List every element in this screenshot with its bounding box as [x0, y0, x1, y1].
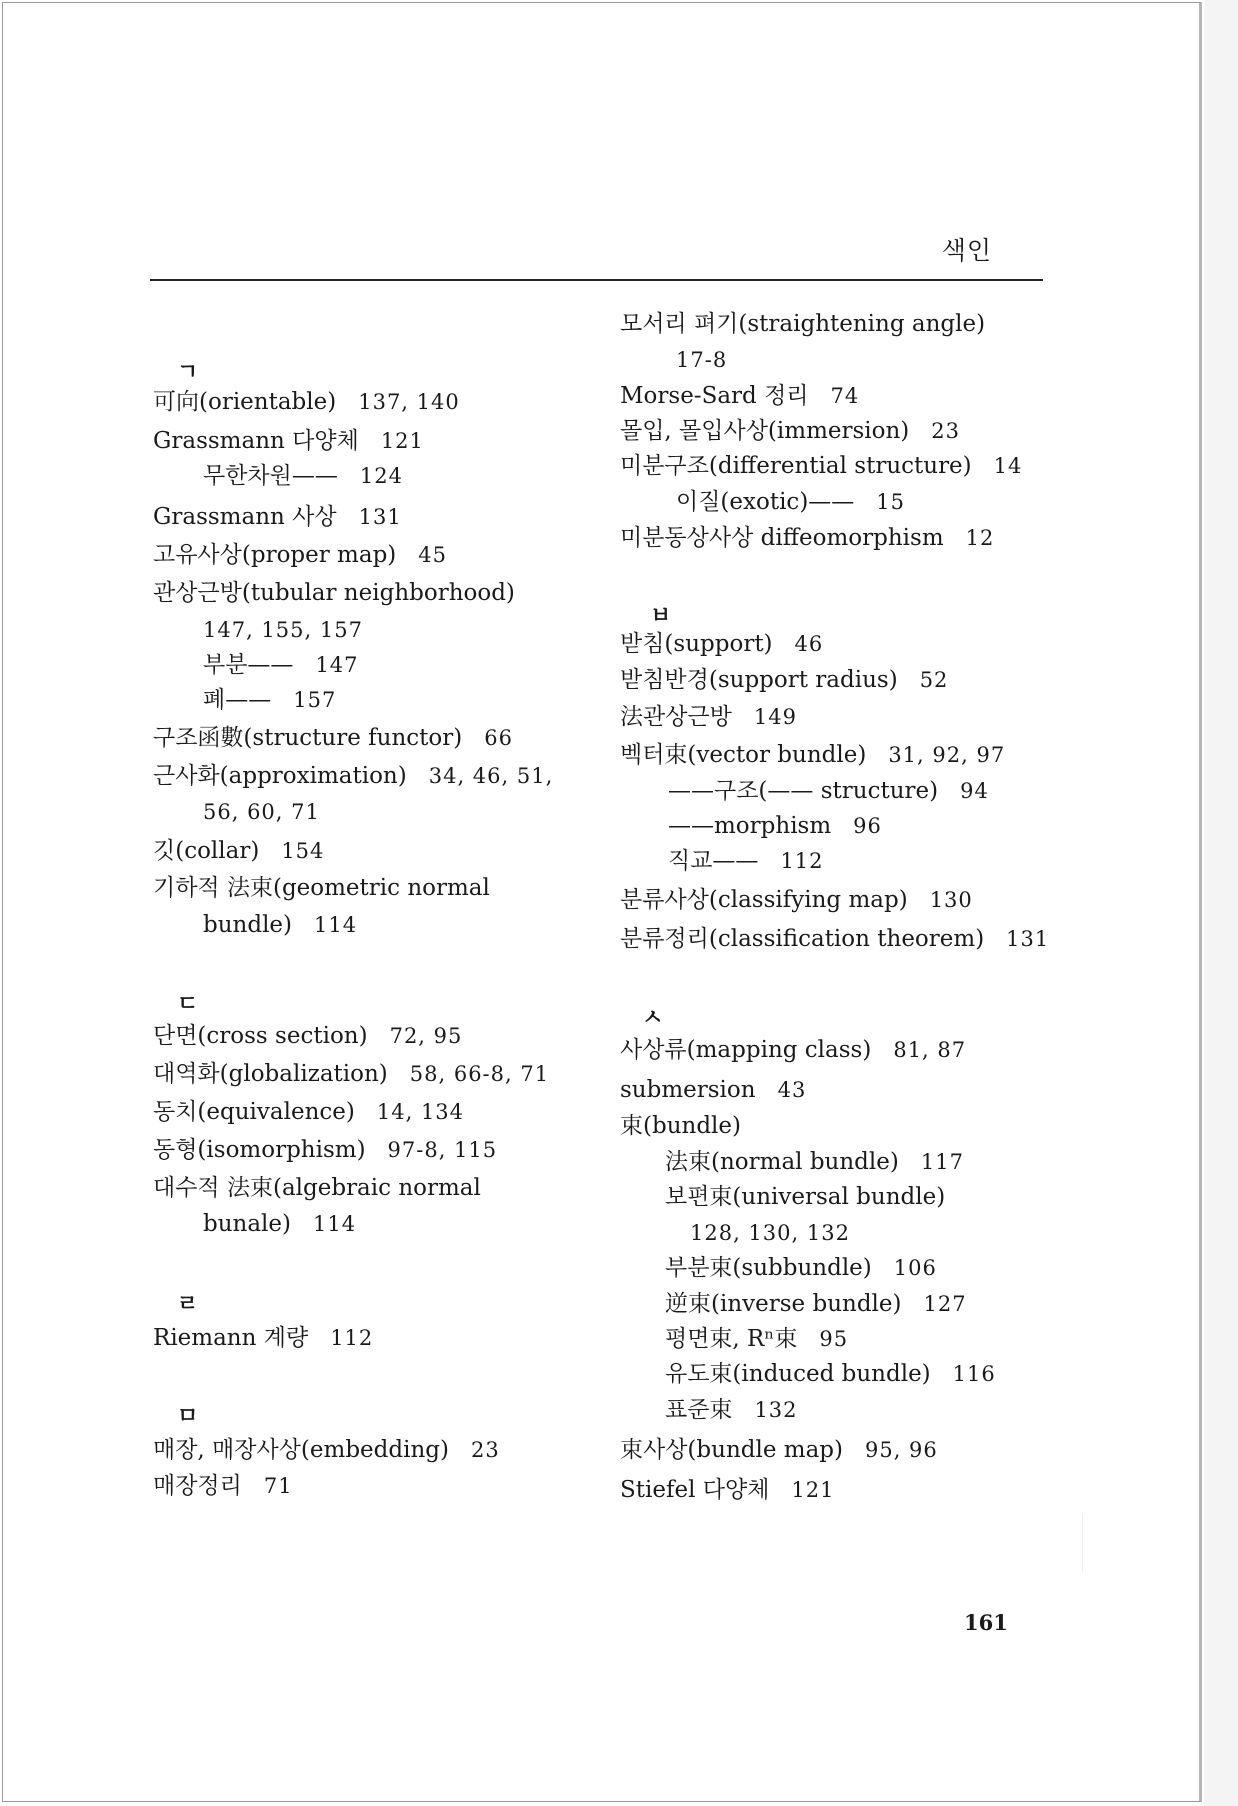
index-subentry: 부분束(subbundle) 106 — [665, 1255, 937, 1281]
index-entry: 단면(cross section) 72, 95 — [153, 1023, 463, 1049]
index-entry: Riemann 계량 112 — [153, 1325, 374, 1351]
index-subentry: 표준束 132 — [665, 1397, 798, 1423]
index-entry-continuation: 56, 60, 71 — [203, 800, 320, 824]
index-entry: 기하적 法束(geometric normal — [153, 875, 490, 901]
index-entry: 몰입, 몰입사상(immersion) 23 — [620, 418, 961, 444]
index-entry: 분류사상(classifying map) 130 — [620, 887, 973, 913]
index-entry: 可向(orientable) 137, 140 — [153, 389, 460, 415]
section-letter-mieum: ㅁ — [177, 1404, 199, 1429]
page-header-title: 색인 — [941, 236, 992, 265]
section-letter-bieup: ㅂ — [650, 604, 672, 629]
index-entry: 고유사상(proper map) 45 — [153, 542, 448, 568]
index-entry: Morse-Sard 정리 74 — [620, 383, 860, 409]
index-entry: 미분구조(differential structure) 14 — [620, 453, 1023, 479]
index-subentry: 무한차원—— 124 — [203, 463, 403, 489]
index-entry: 束사상(bundle map) 95, 96 — [620, 1437, 938, 1463]
index-entry: 근사화(approximation) 34, 46, 51, — [153, 763, 554, 789]
scan-artifact-line — [1082, 1513, 1083, 1573]
index-entry: 분류정리(classification theorem) 131 — [620, 926, 1050, 952]
index-subentry: 평면束, Rⁿ束 95 — [665, 1326, 849, 1352]
document-page — [2, 2, 1202, 1802]
index-entry: 동형(isomorphism) 97-8, 115 — [153, 1137, 498, 1163]
index-entry: 구조函數(structure functor) 66 — [153, 725, 513, 751]
section-letter-giyeok: ㄱ — [177, 360, 199, 385]
index-entry: 束(bundle) — [620, 1113, 741, 1139]
section-letter-digeut: ㄷ — [177, 992, 199, 1017]
index-entry: 동치(equivalence) 14, 134 — [153, 1099, 465, 1125]
section-letter-siot: ㅅ — [642, 1006, 664, 1031]
index-entry: submersion 43 — [620, 1077, 807, 1103]
index-subentry: 보편束(universal bundle) — [665, 1184, 946, 1210]
index-entry: Stiefel 다양체 121 — [620, 1477, 835, 1503]
index-entry: 대역화(globalization) 58, 66-8, 71 — [153, 1061, 550, 1087]
index-entry-continuation: 147, 155, 157 — [203, 618, 363, 642]
index-subentry: ——morphism 96 — [668, 813, 882, 839]
index-entry: 관상근방(tubular neighborhood) — [153, 580, 515, 606]
page-number: 161 — [964, 1610, 1008, 1635]
index-entry: 깃(collar) 154 — [153, 838, 325, 864]
index-subentry: ——구조(—— structure) 94 — [668, 778, 989, 804]
section-letter-rieul: ㄹ — [177, 1292, 199, 1317]
index-entry: 미분동상사상 diffeomorphism 12 — [620, 525, 995, 551]
index-entry-continuation: 128, 130, 132 — [690, 1221, 850, 1245]
index-entry: 매장정리 71 — [153, 1473, 293, 1499]
index-subentry: 유도束(induced bundle) 116 — [665, 1361, 996, 1387]
index-entry: 사상류(mapping class) 81, 87 — [620, 1037, 967, 1063]
index-entry: 받침반경(support radius) 52 — [620, 667, 949, 693]
index-subentry: 폐—— 157 — [203, 687, 337, 713]
index-entry: 法관상근방 149 — [620, 704, 797, 730]
index-entry: 모서리 펴기(straightening angle) — [620, 311, 986, 337]
page-gutter — [1204, 0, 1238, 1806]
index-entry: Grassmann 사상 131 — [153, 504, 402, 530]
index-entry-continuation: bundle) 114 — [203, 912, 358, 938]
index-entry: 벡터束(vector bundle) 31, 92, 97 — [620, 742, 1006, 768]
index-entry: 대수적 法束(algebraic normal — [153, 1175, 481, 1201]
index-entry-continuation: 17-8 — [676, 348, 728, 372]
header-rule — [150, 279, 1043, 281]
index-subentry: 法束(normal bundle) 117 — [665, 1149, 964, 1175]
index-subentry: 逆束(inverse bundle) 127 — [665, 1291, 967, 1317]
index-entry: 받침(support) 46 — [620, 631, 824, 657]
index-entry: Grassmann 다양체 121 — [153, 428, 424, 454]
index-subentry: 직교—— 112 — [668, 848, 824, 874]
index-subentry: 부분—— 147 — [203, 652, 359, 678]
index-entry-continuation: bunale) 114 — [203, 1211, 357, 1237]
index-entry: 매장, 매장사상(embedding) 23 — [153, 1437, 500, 1463]
index-subentry: 이질(exotic)—— 15 — [676, 489, 906, 515]
